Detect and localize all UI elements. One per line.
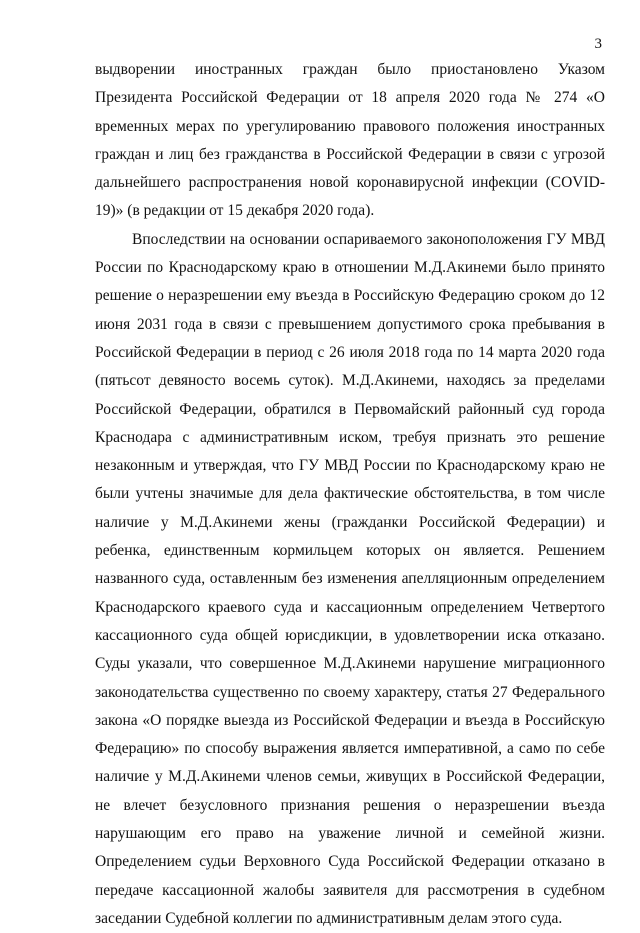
paragraph-1: выдворении иностранных граждан было приостановлено Указом Президента Российской Федерации от 18 апреля 2020 года № 274 «О временных мерах по урегулированию правового положения иностранных граждан и лиц без гражданства в Российской Федерации в связи с угрозой дальнейшего распространения новой коронавирусной инфекции (COVID-19)» (в редакции от 15 декабря 2020 года). <box>95 61 605 220</box>
page-number: 3 <box>594 36 602 52</box>
document-body <box>95 56 605 933</box>
paragraph-2: Впоследствии на основании оспариваемого законоположения ГУ МВД России по Краснодарскому краю в отношении М.Д.Акинеми было принято решение о неразрешении ему въезда в Российскую Федерацию сроком до 12 июня 2031 года в связи с превышением допустимого срока пребывания в Российской Федерации в период с 26 июля 2018 года по 14 марта 2020 года (пятьсот девяносто восемь суток). М.Д.Акинеми, находясь за пределами Российской Федерации, обратился в Первомайский районный суд города Краснодара с административным иском, требуя признать это решение незаконным и утверждая, что ГУ МВД России по Краснодарскому краю не были учтены значимые для дела фактические обстоятельства, в том числе наличие у М.Д.Акинеми жены (гражданки Российской Федерации) и ребенка, единственным кормильцем которых он является. Решением названного суда, оставленным без изменения апелляционным определением Краснодарского краевого суда и кассационным определением Четвертого кассационного суда общей юрисдикции, в удовлетворении иска отказано. Суды указали, что совершенное М.Д.Акинеми нарушение миграционного законодательства существенно по своему характеру, статья 27 Федерального закона «О порядке выезда из Российской Федерации и въезда в Российскую Федерацию» по способу выражения является императивной, а само по себе наличие у М.Д.Акинеми членов семьи, живущих в Российской Федерации, не влечет безусловного признания решения о неразрешении въезда нарушающим его право на уважение личной и семейной жизни. Определением судьи Верховного Суда Российской Федерации отказано в передаче кассационной жалобы заявителя для рассмотрения в судебном заседании Судебной коллегии по административным делам этого суда. <box>95 230 605 927</box>
